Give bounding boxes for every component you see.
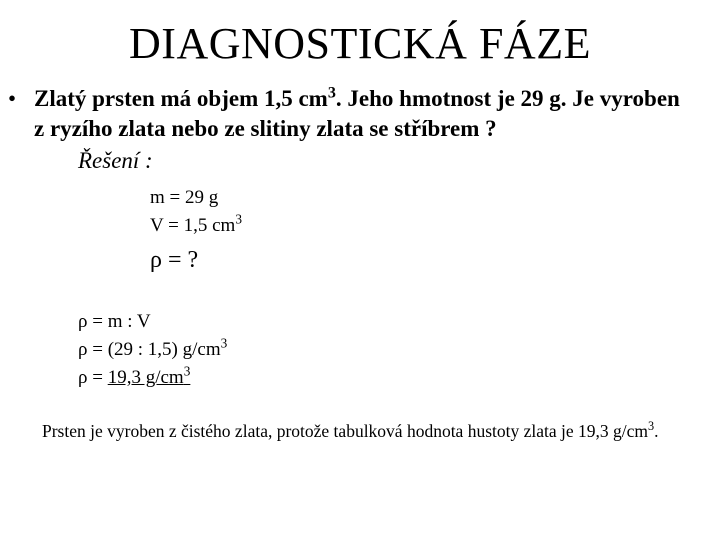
problem-line-1: Zlatý prsten má objem 1,5 $cm^3$. Jeho hmotnost je 29 g. Je vyroben xyxy=(34,84,680,111)
density-result: ρ = 19,3 $g/cm^3$ xyxy=(78,363,191,388)
given-volume: V = 1,5 $cm^3$ xyxy=(150,211,242,236)
density-substitution: ρ = (29 : 1,5) $g/cm^3$ xyxy=(78,335,228,360)
slide-title: DIAGNOSTICKÁ FÁZE xyxy=(129,19,591,68)
problem-line-2: z ryzího zlata nebo ze slitiny zlata se stříbrem ? xyxy=(34,116,497,141)
bullet-marker: • xyxy=(8,86,17,111)
density-result-value: 19,3 $g/cm^3$ xyxy=(107,363,191,388)
solution-label: Řešení : xyxy=(78,148,153,173)
conclusion-text: Prsten je vyroben z čistého zlata, protože tabulková hodnota hustoty zlata je 19,3 $g/cm^3$. xyxy=(42,419,659,441)
density-question: ρ = ? xyxy=(150,247,199,273)
density-formula: ρ = m : V xyxy=(78,311,151,332)
given-mass: m = 29 g xyxy=(150,187,219,208)
